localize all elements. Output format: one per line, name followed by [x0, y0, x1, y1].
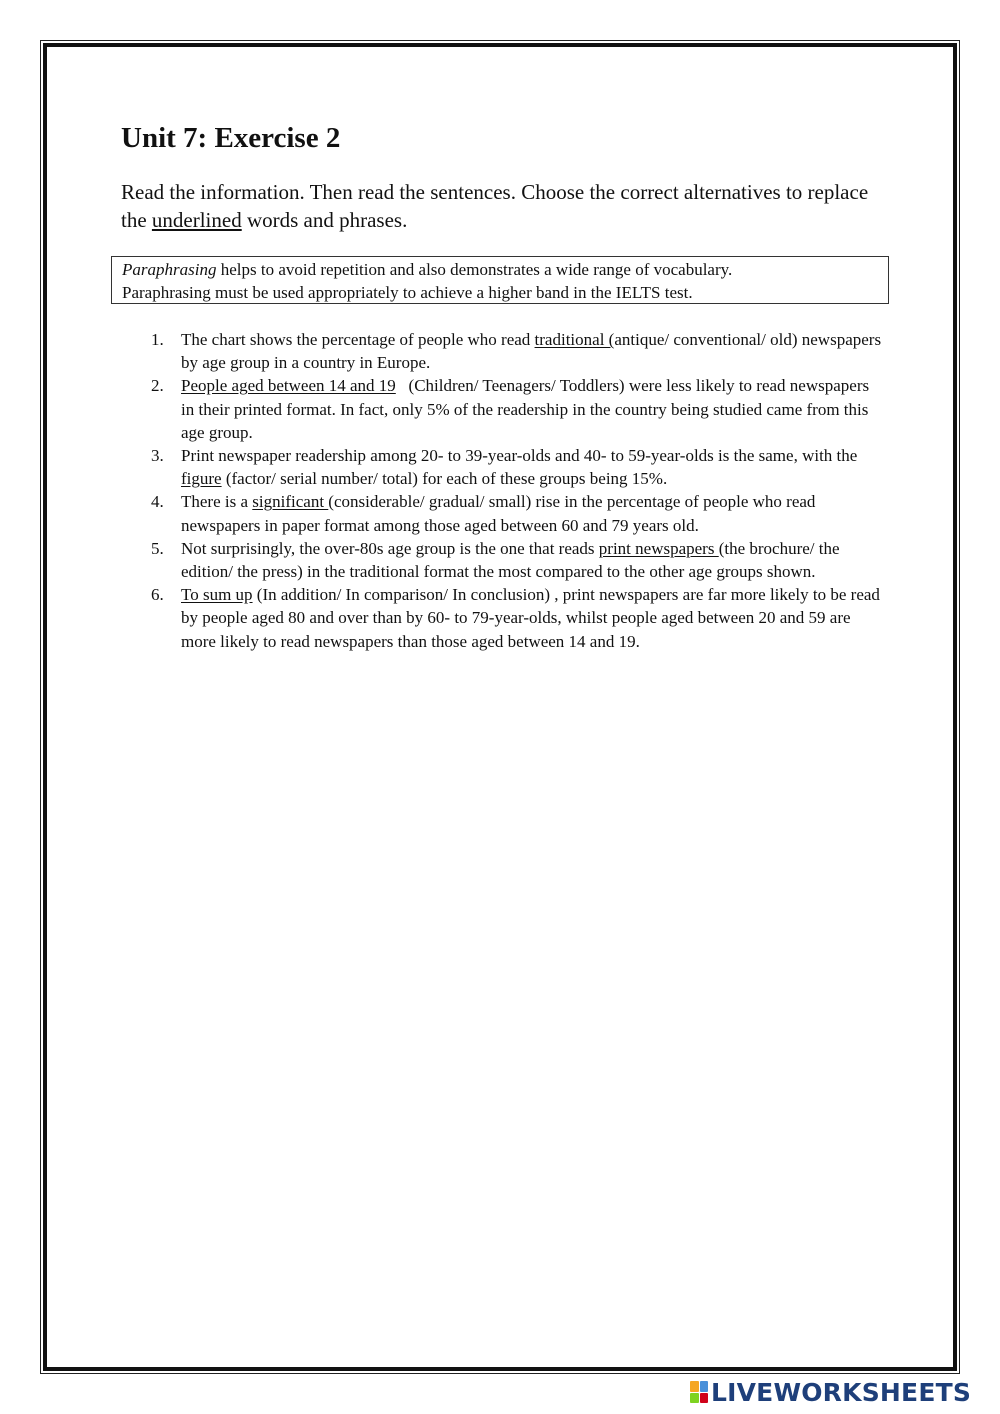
paraphrasing-info-box: [111, 256, 889, 304]
item-number: 5.: [151, 538, 164, 558]
item-number: 1.: [151, 330, 164, 349]
item-text-post: (factor/ serial number/ total) for each of these groups being 15%.: [221, 469, 668, 489]
list-item: [151, 537, 886, 583]
item-underlined-phrase[interactable]: traditional (: [534, 330, 615, 349]
logo-text: LIVEWORKSHEETS: [711, 1377, 972, 1407]
instruction-before: Read the information. Then read the sentences. Choose the correct alternatives to replace the: [121, 180, 869, 232]
info-line-2: Paraphrasing must be used appropriately to achieve a higher band in the IELTS test.: [122, 283, 693, 302]
item-underlined-phrase[interactable]: print newspapers: [598, 538, 719, 558]
info-line-1: [122, 258, 878, 281]
list-item: [151, 374, 886, 444]
item-number: 6.: [151, 585, 164, 605]
instruction-text: [121, 178, 881, 234]
sentence-list: [151, 328, 886, 653]
item-text-post: (In addition/ In comparison/ In conclusion) , print newspapers are far more likely to be read by people aged 80 and over than by 60- to 79-year-olds, whilst people aged between 20 and 59 are more likely to read newspapers than those aged between 14 and 19.: [181, 585, 880, 651]
liveworksheets-logo[interactable]: [690, 1374, 971, 1410]
list-item: [151, 490, 886, 536]
item-text-pre: Print newspaper readership among 20- to 39-year-olds and 40- to 59-year-olds is the same, with the: [181, 446, 858, 466]
logo-square: [700, 1393, 709, 1404]
info-italic-term: Paraphrasing: [122, 260, 217, 279]
item-underlined-phrase[interactable]: To sum up: [181, 585, 253, 605]
item-text-pre: Not surprisingly, the over-80s age group is the one that reads: [181, 538, 599, 558]
item-text-post: (considerable/ gradual/ small) rise in the percentage of people who read newspapers in paper format among those aged between 60 and 79 years old.: [181, 492, 816, 535]
list-item: [151, 328, 886, 374]
instruction-underlined: underlined: [151, 208, 242, 232]
item-number: 3.: [151, 446, 164, 466]
liveworksheets-logo-icon: [690, 1381, 708, 1403]
item-underlined-phrase[interactable]: significant: [252, 492, 329, 512]
item-text-post: antique/ conventional/ old) newspapers by age group in a country in Europe.: [181, 330, 882, 373]
list-item: [151, 444, 886, 490]
item-text-pre: There is a: [181, 492, 253, 512]
list-item: [151, 583, 886, 653]
item-text-post: (Children/ Teenagers/ Toddlers) were less likely to read newspapers in their printed format. In fact, only 5% of the readership in the country being studied came from this age group.: [181, 376, 874, 442]
item-text-post: (the brochure/ the edition/ the press) in the traditional format the most compared to the other age groups shown.: [181, 538, 840, 582]
item-number: 4.: [151, 492, 164, 512]
item-underlined-phrase[interactable]: figure: [181, 469, 222, 489]
page-border-inner: [43, 43, 957, 1371]
info-line-1-rest: helps to avoid repetition and also demonstrates a wide range of vocabulary.: [216, 260, 733, 279]
item-underlined-phrase[interactable]: People aged between 14 and 19: [181, 376, 396, 396]
logo-square: [690, 1381, 699, 1392]
item-text-pre: The chart shows the percentage of people who read: [181, 330, 535, 349]
logo-square: [700, 1381, 709, 1392]
instruction-after: words and phrases.: [241, 208, 408, 232]
page-title: Unit 7: Exercise 2: [121, 122, 341, 154]
logo-square: [690, 1393, 699, 1404]
item-number: 2.: [151, 376, 164, 396]
